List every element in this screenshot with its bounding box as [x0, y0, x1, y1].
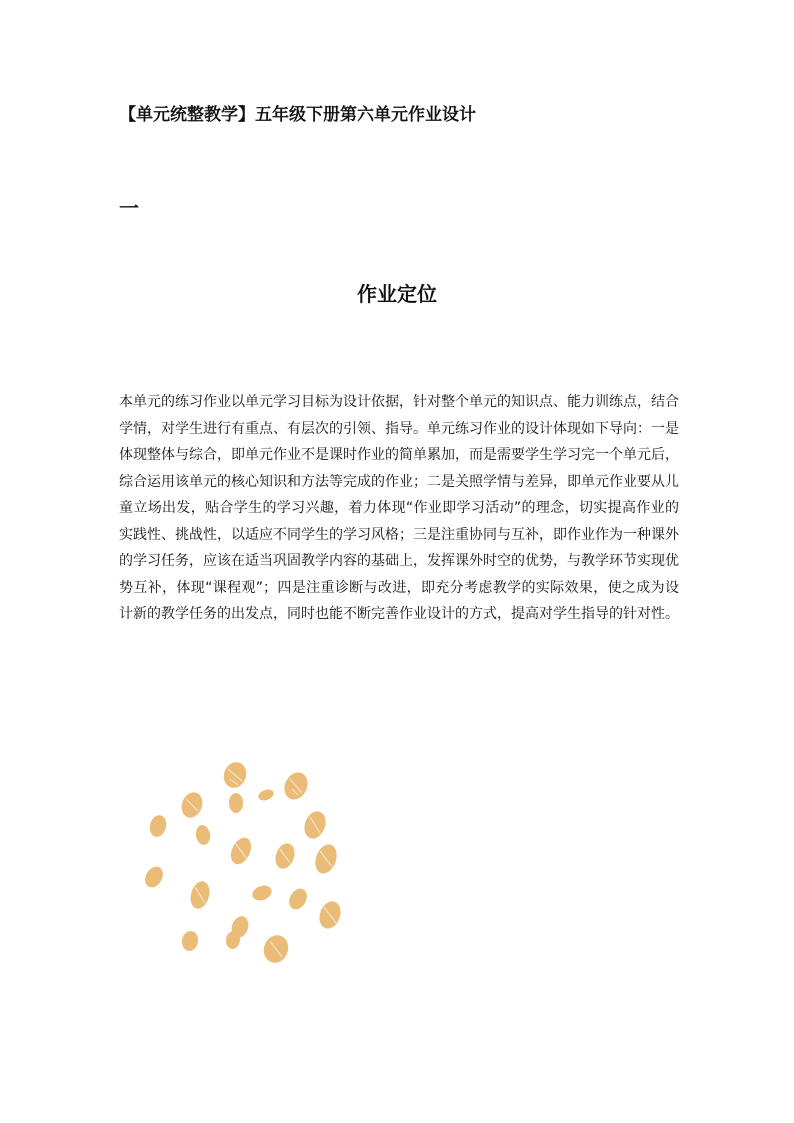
document-title: 【单元统整教学】五年级下册第六单元作业设计 [119, 105, 476, 125]
decoration-dot [257, 788, 275, 803]
dot-pattern-decoration-icon [130, 755, 370, 975]
decoration-dot [229, 793, 243, 813]
decoration-dot [147, 813, 168, 838]
decoration-dot [194, 824, 211, 846]
section-number: 一 [119, 196, 139, 220]
section-heading: 作业定位 [357, 282, 437, 306]
body-paragraph: 本单元的练习作业以单元学习目标为设计依据，针对整个单元的知识点、能力训练点，结合学情，对学生进行有重点、有层次的引领、指导。单元练习作业的设计体现如下导向：一是体现整体与综合，即单元作业不是课时作业的简单累加，而是需要学生学习完一个单元后，综合运用该单元的核心知识和方法等完成的作业；二是关照学情与差异，即单元作业要从儿童立场出发，贴合学生的学习兴趣，着力体现“作业即学习活动”的理念，切实提高作业的实践性、挑战性，以适应不同学生的学习风格；三是注重协同与互补，即作业作为一种课外的学习任务，应该在适当巩固教学内容的基础上，发挥课外时空的优势，与教学环节实现优势互补，体现“课程观”；四是注重诊断与改进，即充分考虑教学的实际效果，使之成为设计新的教学任务的出发点，同时也能不断完善作业设计的方式，提高对学生指导的针对性。 [119, 394, 679, 622]
decoration-dot [286, 885, 311, 912]
decoration-dot [180, 930, 199, 952]
decoration-dot [142, 863, 167, 890]
decoration-dot [250, 883, 274, 903]
